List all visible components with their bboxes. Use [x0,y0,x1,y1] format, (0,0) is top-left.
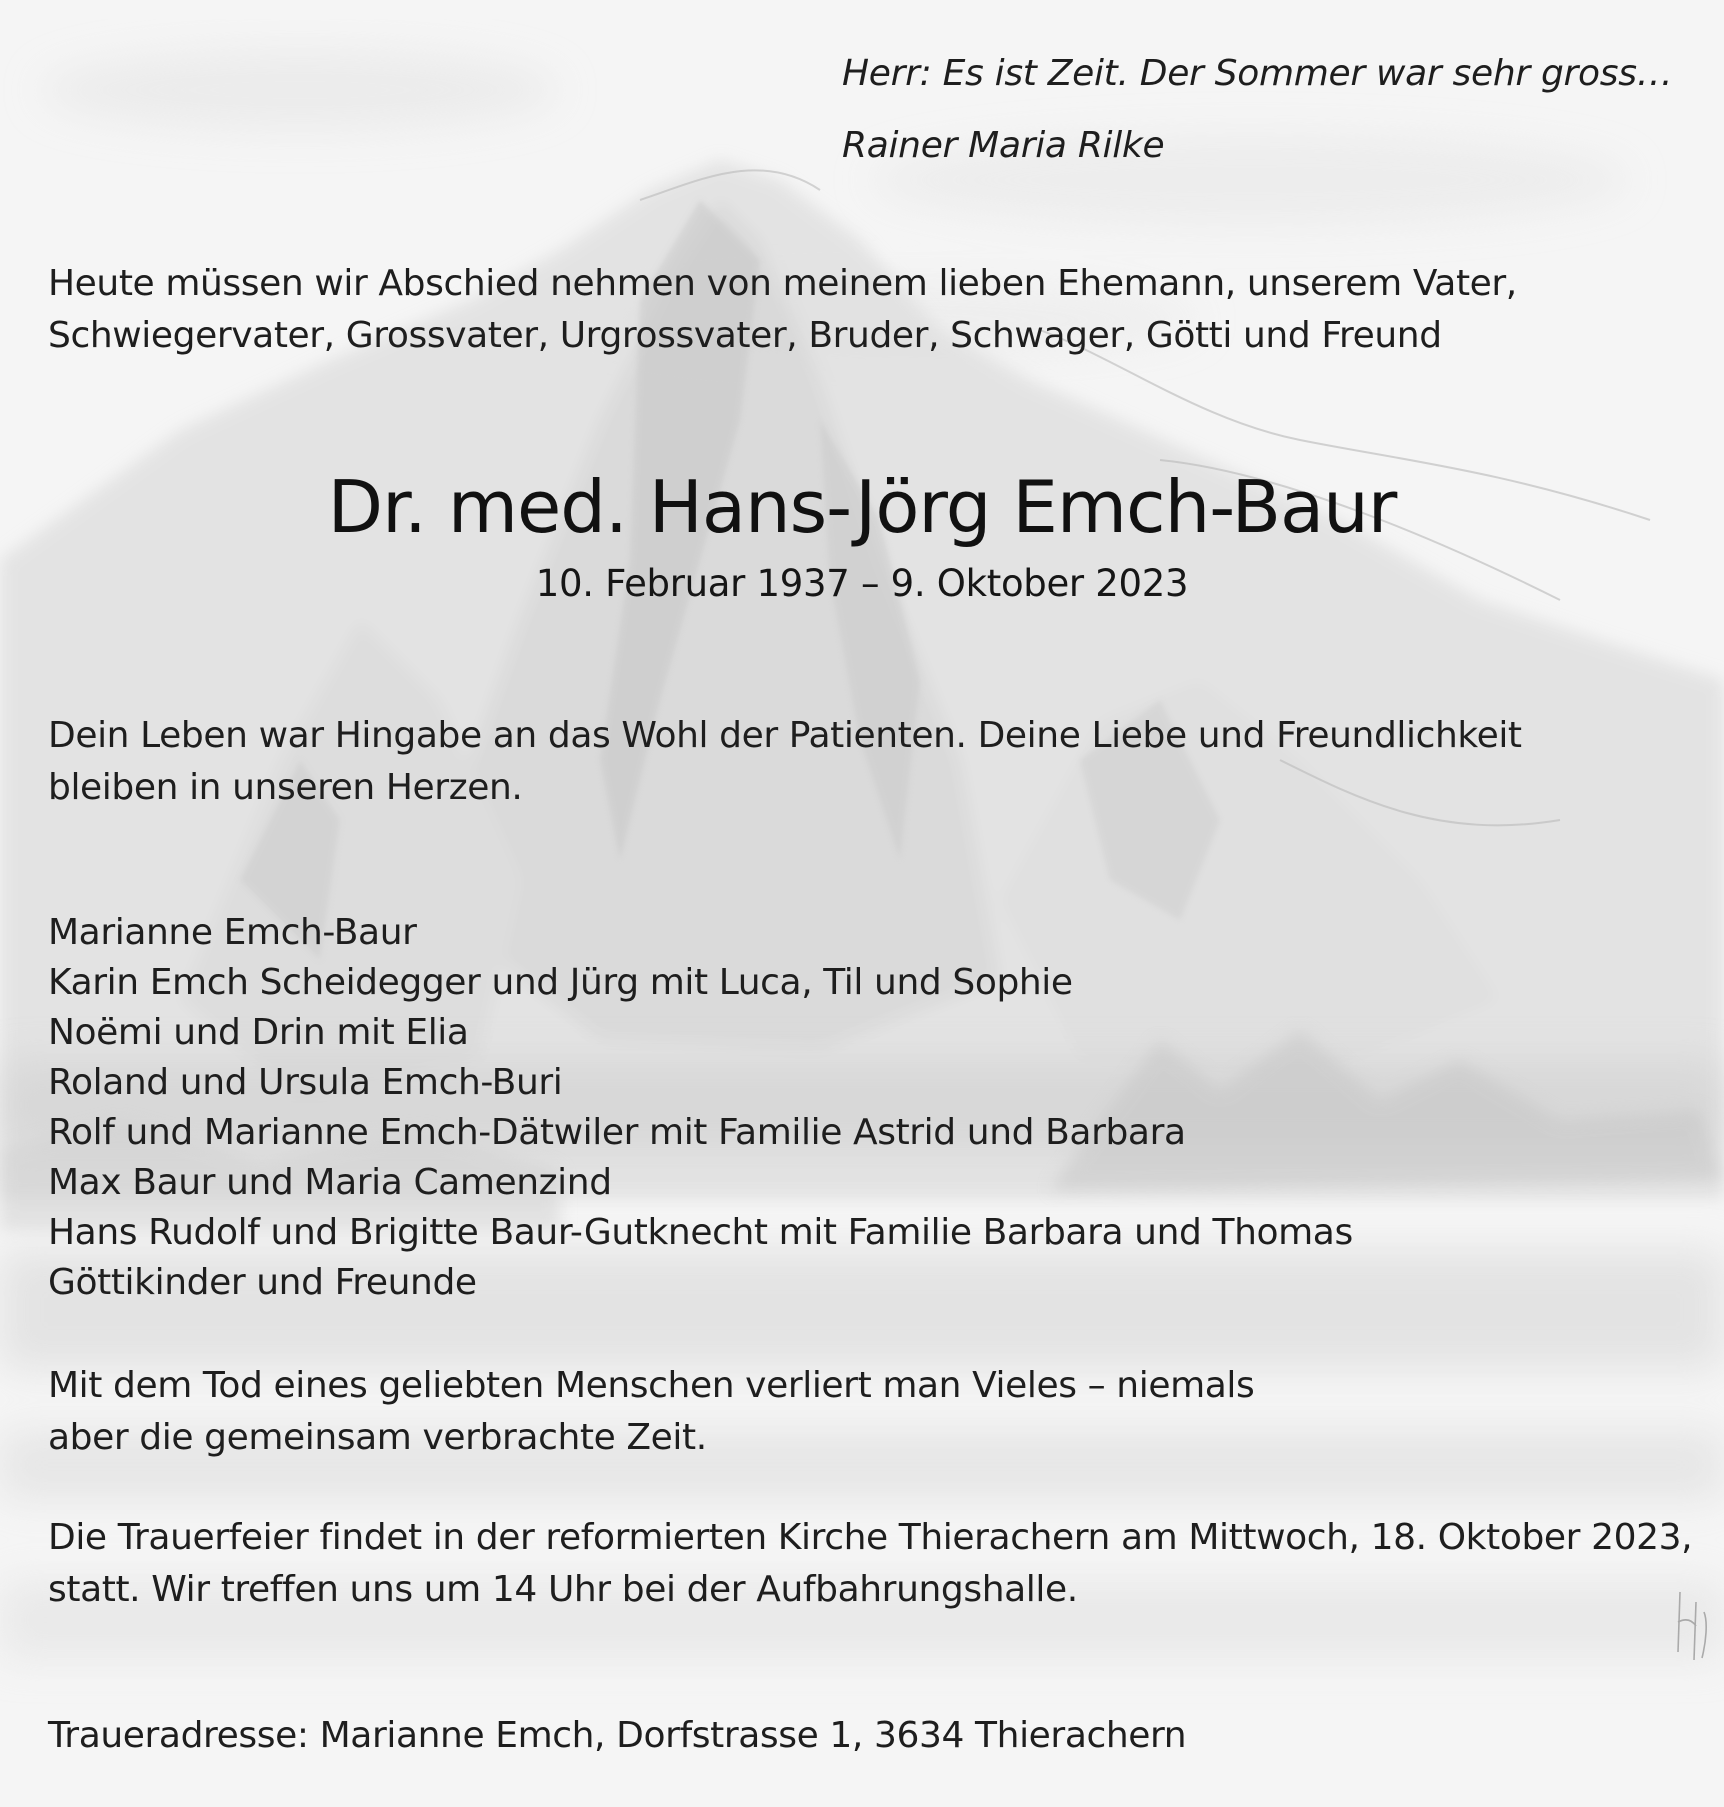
mourning-address: Traueradresse: Marianne Emch, Dorfstrasse 1, 3634 Thierachern [48,1715,1187,1756]
mourner-entry: Karin Emch Scheidegger und Jürg mit Luca, Til und Sophie [48,962,1073,1003]
tribute-line: Dein Leben war Hingabe an das Wohl der Patienten. Deine Liebe und Freundlichkeit [48,715,1522,756]
service-line: statt. Wir treffen uns um 14 Uhr bei der Aufbahrungshalle. [48,1569,1078,1610]
mourner-entry: Noëmi und Drin mit Elia [48,1012,469,1053]
life-dates: 10. Februar 1937 – 9. Oktober 2023 [535,562,1189,605]
closing-paragraph [48,1360,1688,1464]
mourners-list [48,908,1688,1308]
mourner-entry: Marianne Emch-Baur [48,912,417,953]
mourner-entry: Göttikinder und Freunde [48,1262,477,1303]
motto-quote-block [842,38,1702,182]
closing-line: aber die gemeinsam verbrachte Zeit. [48,1417,707,1458]
funeral-service-paragraph [48,1512,1693,1616]
mourner-entry: Hans Rudolf und Brigitte Baur-Gutknecht mit Familie Barbara und Thomas [48,1212,1353,1253]
intro-line: Heute müssen wir Abschied nehmen von meinem lieben Ehemann, unserem Vater, [48,263,1517,304]
motto-quote: Herr: Es ist Zeit. Der Sommer war sehr gross… [842,53,1673,94]
tribute-line: bleiben in unseren Herzen. [48,767,523,808]
closing-line: Mit dem Tod eines geliebten Menschen verliert man Vieles – niemals [48,1365,1255,1406]
mourner-entry: Max Baur und Maria Camenzind [48,1162,612,1203]
tribute-paragraph [48,710,1688,814]
deceased-name: Dr. med. Hans-Jörg Emch-Baur [327,465,1397,549]
mourner-entry: Roland und Ursula Emch-Buri [48,1062,563,1103]
intro-paragraph [48,258,1688,362]
artist-signature-mark [1672,1582,1716,1672]
mourner-entry: Rolf und Marianne Emch-Dätwiler mit Familie Astrid und Barbara [48,1112,1186,1153]
motto-author: Rainer Maria Rilke [842,125,1165,166]
intro-line: Schwiegervater, Grossvater, Urgrossvater, Bruder, Schwager, Götti und Freund [48,315,1442,356]
service-line: Die Trauerfeier findet in der reformierten Kirche Thierachern am Mittwoch, 18. Oktober 2023, [48,1517,1693,1558]
